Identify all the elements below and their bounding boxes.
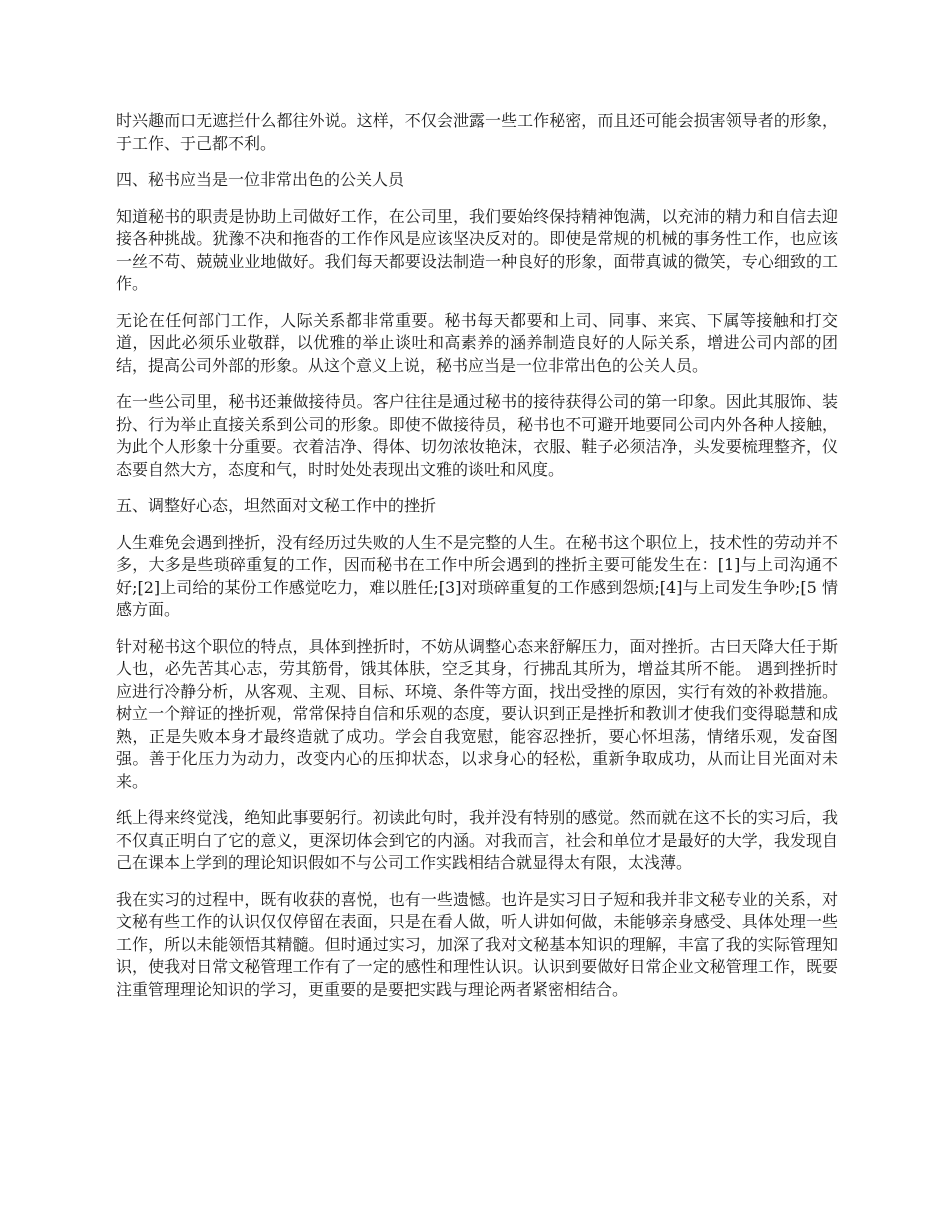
paragraph-1: 时兴趣而口无遮拦什么都往外说。这样，不仅会泄露一些工作秘密，而且还可能会损害领导者的形象，于工作、于己都不利。: [116, 111, 838, 153]
section-heading-5: 五、调整好心态，坦然面对文秘工作中的挫折: [116, 496, 437, 515]
paragraph-6: 针对秘书这个职位的特点，具体到挫折时，不妨从调整心态来舒解压力，面对挫折。古曰天降大任于斯人也，必先苦其心志，劳其筋骨，饿其体肤，空乏其身，行拂乱其所为，增益其所不能。 遇到挫折时应进行冷静分析，从客观、主观、目标、环境、条件等方面，找出受挫的原因，实行有效的补救措施。树立一个辩证的挫折观，常常保持自信和乐观的态度，要认识到正是挫折和教训才使我们变得聪慧和成熟，正是失败本身才最终造就了成功。学会自我宽慰，能容忍挫折，要心怀坦荡，情绪乐观，发奋图强。善于化压力为动力，改变内心的压抑状态，以求身心的轻松，重新争取成功，从而让目光面对未来。: [116, 636, 838, 791]
paragraph-2: 知道秘书的职责是协助上司做好工作，在公司里，我们要始终保持精神饱满，以充沛的精力和自信去迎接各种挑战。犹豫不决和拖沓的工作作风是应该坚决反对的。即使是常规的机械的事务性工作，也应该一丝不苟、兢兢业业地做好。我们每天都要设法制造一种良好的形象，面带真诚的微笑，专心细致的工作。: [116, 206, 838, 293]
paragraph-7: 纸上得来终觉浅，绝知此事要躬行。初读此句时，我并没有特别的感觉。然而就在这不长的实习后，我不仅真正明白了它的意义，更深切体会到它的内涵。对我而言，社会和单位才是最好的大学，我发现自己在课本上学到的理论知识假如不与公司工作实践相结合就显得太有限，太浅薄。: [116, 808, 838, 872]
paragraph-3: 无论在任何部门工作，人际关系都非常重要。秘书每天都要和上司、同事、来宾、下属等接触和打交道，因此必须乐业敬群，以优雅的举止谈吐和高素养的涵养制造良好的人际关系，增进公司内部的团结，提高公司外部的形象。从这个意义上说，秘书应当是一位非常出色的公关人员。: [116, 310, 838, 375]
paragraph-4: 在一些公司里，秘书还兼做接待员。客户往往是通过秘书的接待获得公司的第一印象。因此其服饰、装扮、行为举止直接关系到公司的形象。即使不做接待员，秘书也不可避开地要同公司内外各种人接触，为此个人形象十分重要。衣着洁净、得体、切勿浓妆艳沫，衣服、鞋子必须洁净，头发要梳理整齐，仪态要自然大方，态度和气，时时处处表现出文雅的谈吐和风度。: [116, 392, 838, 479]
document-body: [116, 110, 838, 1015]
section-heading-4: 四、秘书应当是一位非常出色的公关人员: [116, 170, 405, 189]
paragraph-5: 人生难免会遇到挫折，没有经历过失败的人生不是完整的人生。在秘书这个职位上，技术性的劳动并不多，大多是些琐碎重复的工作，因而秘书在工作中所会遇到的挫折主要可能发生在：[1]与上司沟通不好;[2]上司给的某份工作感觉吃力，难以胜任;[3]对琐碎重复的工作感到怨烦;[4]与上司发生争吵;[5 情感方面。: [116, 532, 838, 619]
paragraph-8: 我在实习的过程中，既有收获的喜悦，也有一些遗憾。也许是实习日子短和我并非文秘专业的关系，对文秘有些工作的认识仅仅停留在表面，只是在看人做，听人讲如何做，未能够亲身感受、具体处理一些工作，所以未能领悟其精髓。但时通过实习，加深了我对文秘基本知识的理解，丰富了我的实际管理知识，使我对日常文秘管理工作有了一定的感性和理性认识。认识到要做好日常企业文秘管理工作，既要注重管理理论知识的学习，更重要的是要把实践与理论两者紧密相结合。: [116, 889, 838, 999]
